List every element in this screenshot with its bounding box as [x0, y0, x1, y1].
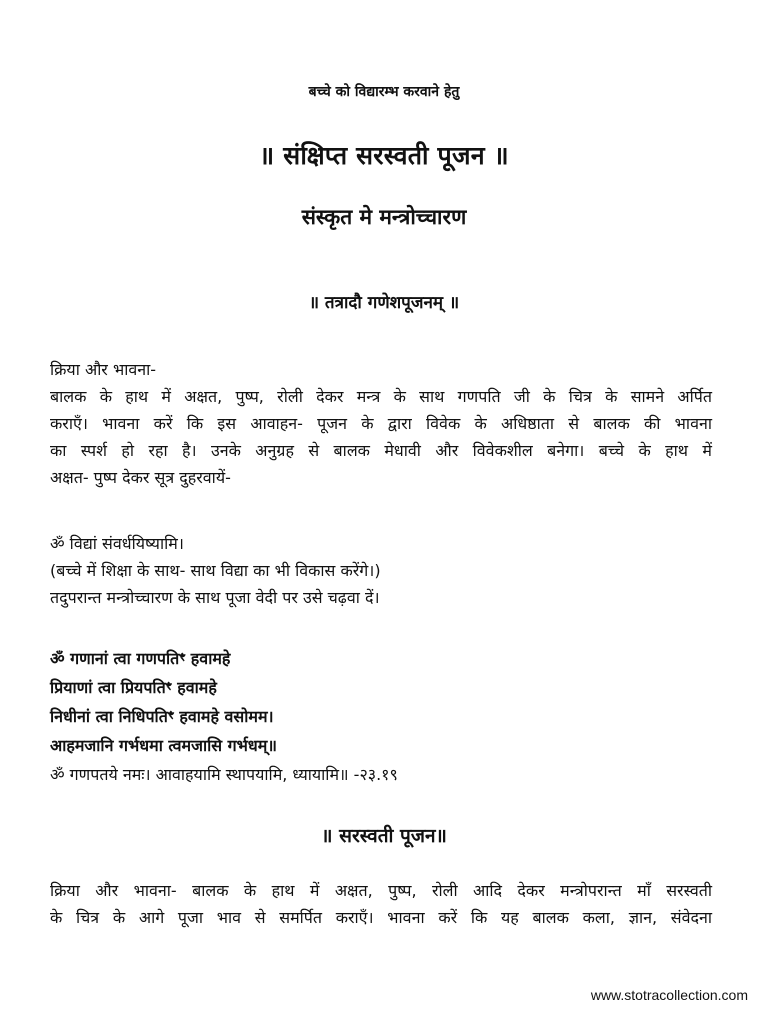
page-title: ॥ संक्षिप्त सरस्वती पूजन ॥	[259, 141, 509, 170]
paragraph-line: का स्पर्श हो रहा है। उनके अनुग्रह से बालक मेधावी और विवेकशील बनेगा। बच्चे के हाथ में	[50, 441, 712, 460]
ganesh-sutra	[50, 530, 712, 611]
paragraph-line: बालक के हाथ में अक्षत, पुष्प, रोली देकर मन्त्र के साथ गणपति जी के चित्र के सामने अर्पित	[50, 387, 712, 406]
section-heading-ganesh: ॥ तत्रादौ गणेशपूजनम् ॥	[308, 293, 460, 313]
mantra-line: निधीनां त्वा निधिपतिꣳ हवामहे वसोमम।	[50, 707, 274, 726]
sutra-line: तदुपरान्त मन्त्रोच्चारण के साथ पूजा वेदी पर उसे चढ़वा दें।	[50, 588, 380, 607]
pre-title: बच्चे को विद्यारम्भ करवाने हेतु	[308, 84, 460, 100]
paragraph-line: कराएँ। भावना करें कि इस आवाहन- पूजन के द्वारा विवेक के अधिष्ठाता से बालक की भावना	[50, 414, 712, 433]
website-footer: www.stotracollection.com	[590, 987, 748, 1003]
invocation-line: ॐ गणपतये नमः। आवाहयामि स्थापयामि, ध्यायामि॥ -२३.१९	[50, 765, 398, 784]
section-heading-saraswati: ॥ सरस्वती पूजन॥	[321, 825, 447, 847]
page-subtitle: संस्कृत मे मन्त्रोच्चारण	[301, 205, 467, 229]
ganesh-mantra	[50, 644, 712, 789]
sutra-line: ॐ विद्यां संवर्धयिष्यामि।	[50, 534, 184, 553]
mantra-line: आहमजानि गर्भधमा त्वमजासि गर्भधम्॥	[50, 736, 277, 755]
paragraph-line: के चित्र के आगे पूजा भाव से समर्पित कराएँ। भावना करें कि यह बालक कला, ज्ञान, संवेदना	[50, 908, 712, 927]
paragraph-line: क्रिया और भावना- बालक के हाथ में अक्षत, पुष्प, रोली आदि देकर मन्त्रोपरान्त माँ सरस्वती	[50, 881, 712, 900]
mantra-line: ॐ गणानां त्वा गणपतिꣳ हवामहे	[50, 649, 231, 668]
mantra-line: प्रियाणां त्वा प्रियपतिꣳ हवामहे	[50, 678, 217, 697]
paragraph-line: क्रिया और भावना-	[50, 360, 157, 379]
sutra-line: (बच्चे में शिक्षा के साथ- साथ विद्या का भी विकास करेंगे।)	[50, 561, 381, 580]
ganesh-instructions	[50, 356, 712, 491]
paragraph-line: अक्षत- पुष्प देकर सूत्र दुहरवायें-	[50, 468, 231, 487]
saraswati-instructions	[50, 877, 712, 931]
